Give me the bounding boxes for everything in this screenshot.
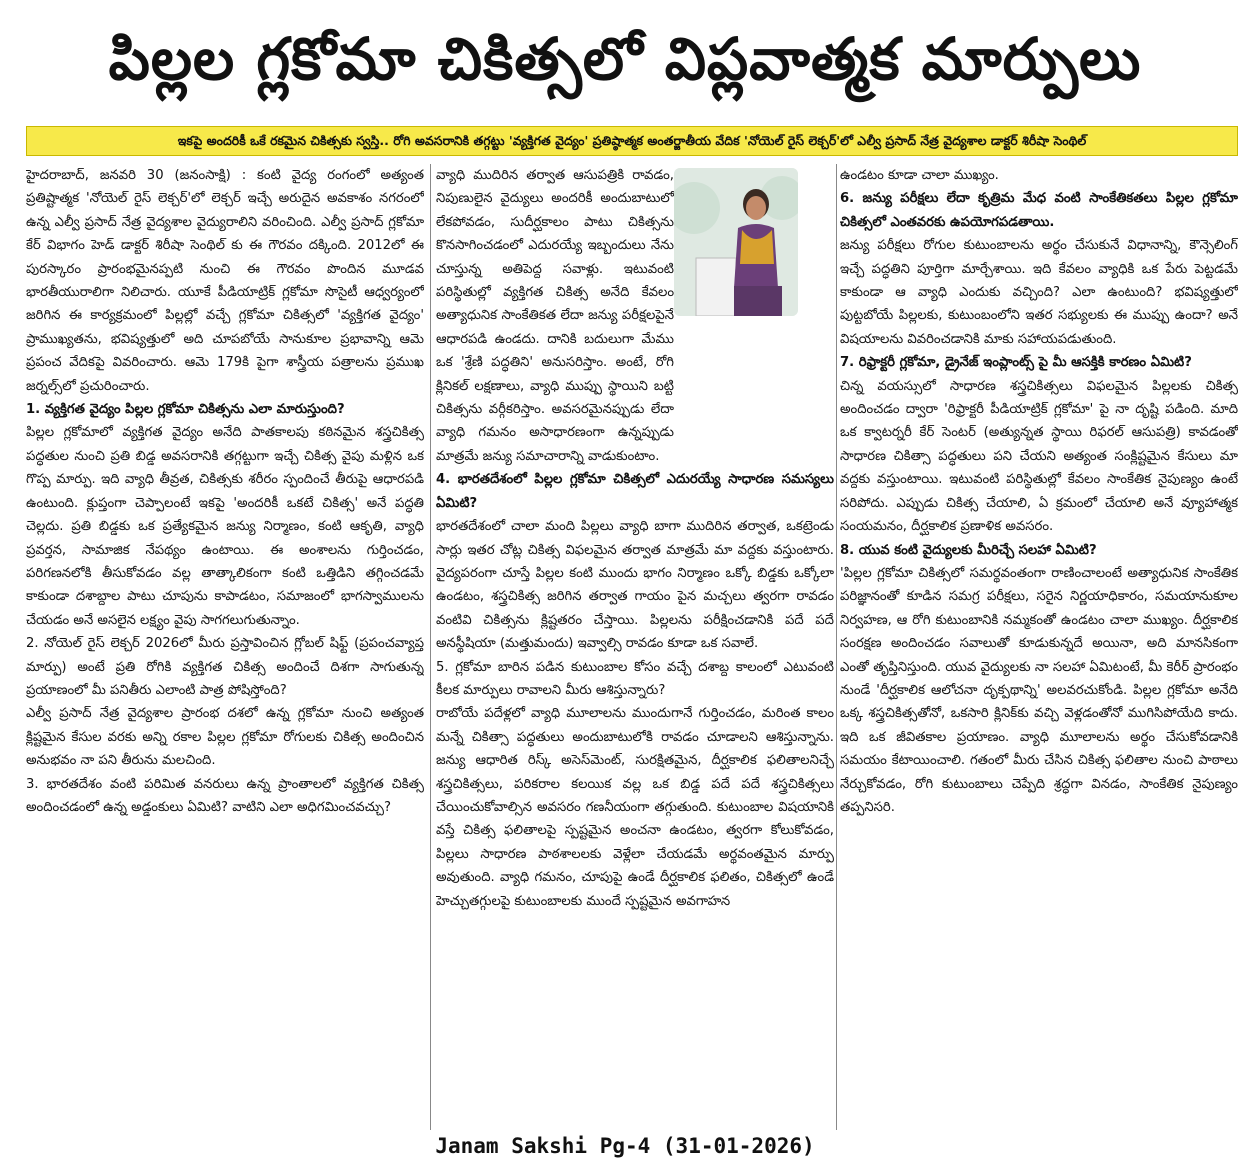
question-heading: 8. యువ కంటి వైద్యులకు మీరిచ్చే సలహా ఏమిటి?: [840, 542, 1097, 558]
page-footer: Janam Sakshi Pg-4 (31-01-2026): [435, 1134, 815, 1158]
question-heading: 1. వ్యక్తిగత వైద్యం పిల్లల గ్లకోమా చికిత్సను ఎలా మారుస్తుంది?: [26, 402, 345, 418]
speaker-photo-image: [674, 168, 798, 316]
headline: పిల్లల గ్లకోమా చికిత్సలో విప్లవాత్మక మార్పులు: [108, 25, 1142, 93]
paragraph: 3. భారతదేశం వంటి పరిమిత వనరులు ఉన్న ప్రాంతాలలో వ్యక్తిగత చికిత్స అందించడంలో ఉన్న అడ్డంకులు ఏమిటి? వాటిని ఎలా అధిగమించవచ్చు?: [26, 776, 424, 815]
column-divider: [430, 164, 431, 1130]
paragraph: జన్యు పరీక్షలు రోగుల కుటుంబాలను అర్థం చేసుకునే విధానాన్ని, కౌన్సెలింగ్ ఇచ్చే పద్ధతిని పూర్తిగా మార్చేశాయి. ఇది కేవలం వ్యాధికి ఒక పేరు పెట్టడమే కాకుండా ఆ వ్యాధి ఎందుకు వచ్చింది? ఎలా ఉంటుంది? భవిష్యత్తులో పుట్టబోయే పిల్లలకు, కుటుంబంలోని ఇతర సభ్యులకు ఈ ముప్పు ఉందా? అనే విషయాలను వివరించడానికి మాకు సహాయపడుతుంది.: [840, 238, 1238, 347]
paragraph: 'పిల్లల గ్లకోమా చికిత్సలో సమర్థవంతంగా రాణించాలంటే అత్యాధునిక సాంకేతిక పరిజ్ఞానంతో కూడిన సమగ్ర పరీక్షలు, సరైన నిర్ణయాధికారం, సమయానుకూల నిర్వహణ, ఆ రోగి కుటుంబానికి నమ్మకంతో ఉండటం చాలా ముఖ్యం. దీర్ఘకాలిక సంరక్షణ అందించడం సవాలుతో కూడుకున్నదే అయినా, అది మానసికంగా ఎంతో తృప్తినిస్తుంది. యువ వైద్యులకు నా సలహా ఏమిటంటే, మీ కెరీర్ ప్రారంభం నుండే 'దీర్ఘకాలిక ఆలోచనా దృక్పథాన్ని' అలవరచుకోండి. పిల్లల గ్లకోమా అనేది ఒక్క శస్త్రచికిత్సతోనో, ఒకసారి క్లినిక్‌కు వచ్చి వెళ్లడంతోనో ముగిసిపోయేది కాదు. ఇది ఒక జీవితకాల ప్రయాణం. వ్యాధి మూలాలను అర్థం చేసుకోవడానికి సమయం కేటాయించాలి. గతంలో మీరు చేసిన చికిత్స ఫలితాల నుంచి పాఠాలు నేర్చుకోవడం, రోగి కుటుంబాలు చెప్పేది శ్రద్ధగా వినడం, సాంకేతిక నైపుణ్యం తప్పనిసరి.: [840, 565, 1238, 815]
article-body: [26, 164, 1238, 1130]
question-heading: 7. రిఫ్రాక్టరీ గ్లకోమా, డ్రైనేజ్ ఇంప్లాంట్స్ పై మీ ఆసక్తికి కారణం ఏమిటి?: [840, 355, 1192, 371]
subheadline-bar: ఇకపై అందరికీ ఒకే రకమైన చికిత్సకు స్వస్తి.. రోగి అవసరానికి తగ్గట్టు 'వ్యక్తిగత వైద్యం' ప్రతిష్ఠాత్మక అంతర్జాతీయ వేదిక 'నోయెల్ రైస్ లెక్చర్'లో ఎల్వీ ప్రసాద్ నేత్ర వైద్యశాల డాక్టర్ శిరీషా సెంథిల్: [26, 126, 1238, 156]
paragraph: ఉండటం కూడా చాలా ముఖ్యం.: [840, 168, 999, 183]
newspaper-page: [8, 6, 1242, 1166]
column-2: [436, 164, 834, 1130]
speaker-photo: [674, 168, 798, 316]
column-1: [26, 164, 424, 1130]
column-3: [840, 164, 1238, 1130]
paragraph: పిల్లల గ్లకోమాలో వ్యక్తిగత వైద్యం అనేది పాతకాలపు కఠినమైన శస్త్రచికిత్స పద్ధతుల నుంచి ప్రతి బిడ్డ అవసరానికి తగ్గట్టుగా ఇచ్చే చికిత్స వైపు మళ్లిన ఒక గొప్ప మార్పు. ఇది వ్యాధి తీవ్రత, చికిత్సకు శరీరం స్పందించే తీరుపై ఆధారపడి ఉంటుంది. క్లుప్తంగా చెప్పాలంటే ఇకపై 'అందరికీ ఒకటే చికిత్స' అనే పద్ధతి చెల్లదు. ప్రతి బిడ్డకు ఒక ప్రత్యేకమైన జన్యు నిర్మాణం, కంటి ఆకృతి, వ్యాధి ప్రవర్తన, సామాజిక నేపథ్యం ఉంటాయి. ఈ అంశాలను గుర్తించడం, పరిగణనలోకి తీసుకోవడం వల్ల తాత్కాలికంగా కంటి ఒత్తిడిని తగ్గించడమే కాకుండా దశాబ్దాల పాటు చూపును కాపాడటం, సమాజంలో భాగస్వాములను చేయడం అనే అసలైన లక్ష్యం వైపు సాగగలుగుతున్నాం.: [26, 425, 424, 628]
paragraph: ఎల్వీ ప్రసాద్ నేత్ర వైద్యశాల ప్రారంభ దశలో ఉన్న గ్లకోమా నుంచి అత్యంత క్లిష్టమైన కేసుల వరకు అన్ని రకాల పిల్లల గ్లకోమా రోగులకు చికిత్స అందించిన అనుభవం నా పని తీరును మలచింది.: [26, 706, 424, 769]
paragraph: భారతదేశంలో చాలా మంది పిల్లలు వ్యాధి బాగా ముదిరిన తర్వాత, ఒకట్రెండు సార్లు ఇతర చోట్ల చికిత్స విఫలమైన తర్వాత మాత్రమే మా వద్దకు వస్తుంటారు. వైద్యపరంగా చూస్తే పిల్లల కంటి ముందు భాగం నిర్మాణం ఒక్కో బిడ్డకు ఒక్కోలా ఉండటం, శస్త్రచికిత్స జరిగిన తర్వాత గాయం పైన మచ్చలు త్వరగా రావడం వంటివి చికిత్సను క్లిష్టతరం చేస్తాయి. పిల్లలను పరీక్షించడానికి పదే పదే అనస్థీషియా (మత్తుమందు) ఇవ్వాల్సి రావడం కూడా ఒక సవాలే.: [436, 519, 834, 652]
question-heading: 4. భారతదేశంలో పిల్లల గ్లకోమా చికిత్సలో ఎదురయ్యే సాధారణ సమస్యలు ఏమిటి?: [436, 472, 834, 511]
paragraph: 2. నోయెల్ రైస్ లెక్చర్ 2026లో మీరు ప్రస్తావించిన గ్లోబల్ షిఫ్ట్ (ప్రపంచవ్యాప్త మార్పు) అంటే ప్రతి రోగికి వ్యక్తిగత చికిత్స అందించే దిశగా సాగుతున్న ప్రయాణంలో మీ పనితీరు ఎలాంటి పాత్ర పోషిస్తోంది?: [26, 636, 424, 698]
paragraph: చిన్న వయస్సులో సాధారణ శస్త్రచికిత్సలు విఫలమైన పిల్లలకు చికిత్స అందించడం ద్వారా 'రిఫ్రాక్టరీ పీడియాట్రిక్ గ్లకోమా' పై నా దృష్టి పడింది. మాది ఒక క్వాటర్నరీ కేర్ సెంటర్ (అత్యున్నత స్థాయి రిఫరల్ ఆసుపత్రి) కావడంతో సాధారణ చికిత్సా పద్ధతులు పని చేయని అత్యంత సంక్లిష్టమైన కేసులు మా వద్దకు వస్తుంటాయి. ఇటువంటి పరిస్థితుల్లో కేవలం సాంకేతిక నైపుణ్యం ఉంటే సరిపోదు. ఎప్పుడు చికిత్స చేయాలి, ఏ క్రమంలో చేయాలి అనే వ్యూహాత్మక సంయమనం, దీర్ఘకాలిక ప్రణాళిక అవసరం.: [840, 378, 1238, 535]
question-heading: 6. జన్యు పరీక్షలు లేదా కృత్రిమ మేధ వంటి సాంకేతికతలు పిల్లల గ్లకోమా చికిత్సలో ఎంతవరకు ఉపయోగపడతాయి.: [840, 191, 1238, 230]
paragraph: వ్యాధి ముదిరిన తర్వాత ఆసుపత్రికి రావడం, నిపుణులైన వైద్యులు అందరికీ అందుబాటులో లేకపోవడం, సుదీర్ఘకాలం పాటు చికిత్సను కొనసాగించడంలో ఎదురయ్యే ఇబ్బందులు నేను చూస్తున్న అతిపెద్ద సవాళ్లు. ఇటువంటి పరిస్థితుల్లో వ్యక్తిగత చికిత్స అనేది కేవలం అత్యాధునిక సాంకేతికత లేదా జన్యు పరీక్షలపైనే ఆధారపడి ఉండదు. దానికి బదులుగా మేము ఒక 'శ్రేణి పద్ధతిని' అనుసరిస్తాం. అంటే, రోగి క్లినికల్ లక్షణాలు, వ్యాధి ముప్పు స్థాయిని బట్టి చికిత్సను వర్గీకరిస్తాం. అవసరమైనప్పుడు లేదా వ్యాధి గమనం అసాధారణంగా ఉన్నప్పుడు మాత్రమే జన్యు సమాచారాన్ని వాడుకుంటాం.: [436, 168, 674, 464]
paragraph: హైదరాబాద్, జనవరి 30 (జనంసాక్షి) : కంటి వైద్య రంగంలో అత్యంత ప్రతిష్టాత్మక 'నోయెల్ రైస్ లెక్చర్'లో లెక్చర్ ఇచ్చే అరుదైన అవకాశం నగరంలో ఉన్న ఎల్వీ ప్రసాద్ నేత్ర వైద్యశాల వైద్యురాలిని వరించింది. ఎల్వీ ప్రసాద్ గ్లకోమా కేర్ విభాగం హెడ్ డాక్టర్ శిరీషా సెంథిల్ కు ఈ గౌరవం దక్కింది. 2012లో ఈ పురస్కారం ప్రారంభమైనప్పటి నుంచి ఈ గౌరవం పొందిన మూడవ భారతీయురాలిగా నిలిచారు. యూకే పీడియాట్రిక్ గ్లకోమా సొసైటీ ఆధ్వర్యంలో జరిగిన ఈ కార్యక్రమంలో పిల్లల్లో వచ్చే గ్లకోమా చికిత్సలో 'వ్యక్తిగత వైద్యం' ప్రాముఖ్యతను, భవిష్యత్తులో అది చూపబోయే సానుకూల ప్రభావాన్ని ఆమె ప్రపంచ వేదికపై వివరించారు. ఆమె 179కి పైగా శాస్త్రీయ పత్రాలను ప్రముఖ జర్నల్స్‌లో ప్రచురించారు.: [26, 168, 424, 394]
paragraph: 5. గ్లకోమా బారిన పడిన కుటుంబాల కోసం వచ్చే దశాబ్ద కాలంలో ఎటువంటి కీలక మార్పులు రావాలని మీరు ఆశిస్తున్నారు?: [436, 659, 834, 698]
paragraph: రాబోయే పదేళ్లలో వ్యాధి మూలాలను ముందుగానే గుర్తించడం, మరింత కాలం మన్నే చికిత్సా పద్ధతులు అందుబాటులోకి రావడం చూడాలని ఆశిస్తున్నాను. జన్యు ఆధారిత రిస్క్ అసెస్‌మెంట్, సురక్షితమైన, దీర్ఘకాలిక ఫలితాలనిచ్చే శస్త్రచికిత్సలు, పరికరాల కలయిక వల్ల ఒక బిడ్డ పదే పదే శస్త్రచికిత్సలు చేయించుకోవాల్సిన అవసరం గణనీయంగా తగ్గుతుంది. కుటుంబాల విషయానికి వస్తే చికిత్స ఫలితాలపై స్పష్టమైన అంచనా ఉండటం, త్వరగా కోలుకోవడం, పిల్లలు సాధారణ పాఠశాలలకు వెళ్లేలా చేయడమే అర్థవంతమైన మార్పు అవుతుంది. వ్యాధి గమనం, చూపుపై ఉండే దీర్ఘకాలిక ఫలితం, చికిత్సలో ఉండే హెచ్చుతగ్గులపై కుటుంబాలకు ముందే స్పష్టమైన అవగాహన: [436, 706, 834, 909]
column-divider: [836, 164, 837, 1130]
